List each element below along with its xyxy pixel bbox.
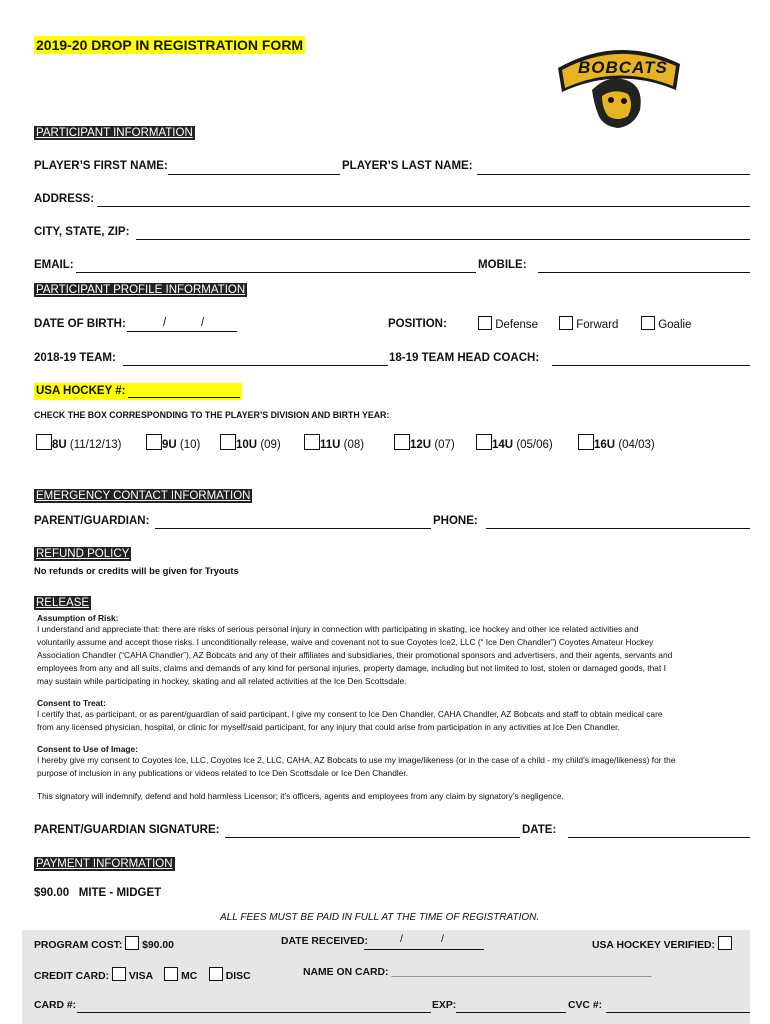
- card-mc: MC: [181, 971, 198, 982]
- checkbox[interactable]: [578, 434, 594, 450]
- position-label-goalie: Goalie: [658, 319, 692, 331]
- division-10u[interactable]: [220, 434, 281, 451]
- usa-hockey-field[interactable]: [128, 397, 240, 398]
- division-years: (07): [434, 439, 455, 451]
- fee-notice: ALL FEES MUST BE PAID IN FULL AT THE TIME OF REGISTRATION.: [220, 912, 540, 923]
- coach-field[interactable]: [552, 365, 750, 366]
- profile-heading: PARTICIPANT PROFILE INFORMATION: [36, 284, 246, 296]
- division-12u[interactable]: [394, 434, 455, 451]
- risk-line: may sustain while participating in hockey, skating and all related activities at the Ice Den Scottsdale.: [37, 676, 407, 686]
- risk-line: voluntarily assume and accept those risks. I unconditionally release, waive and covenant not to sue Coyotes Ice2, LLC (“ Ice Den Chandler”) Coyotes Amateur Hockey: [37, 637, 654, 647]
- fee-text: $90.00 MITE - MIDGET: [34, 887, 162, 899]
- mobile-field[interactable]: [538, 272, 750, 273]
- risk-title: Assumption of Risk:: [37, 613, 119, 623]
- signature-date-label: DATE:: [522, 824, 557, 836]
- program-cost-value: $90.00: [142, 940, 174, 951]
- division-years: (10): [179, 439, 201, 451]
- date-received-field[interactable]: [364, 949, 484, 950]
- email-field[interactable]: [76, 272, 476, 273]
- checkbox[interactable]: [125, 936, 139, 950]
- division-name: 16U: [594, 439, 616, 451]
- position-option-defense[interactable]: [478, 316, 538, 331]
- logo-text: BOBCATS: [578, 58, 668, 77]
- checkbox[interactable]: [394, 434, 410, 450]
- position-option-forward[interactable]: [559, 316, 618, 331]
- card-disc: DISC: [225, 971, 251, 982]
- treat-title-text: Consent to Treat: [37, 698, 104, 708]
- program-cost-label: PROGRAM COST:: [34, 940, 123, 951]
- division-11u[interactable]: [304, 434, 364, 451]
- email-label: EMAIL:: [34, 259, 74, 271]
- credit-card-label: CREDIT CARD:: [34, 971, 110, 982]
- card-number-label: CARD #:: [34, 1000, 77, 1011]
- last-name-label: PLAYER’S LAST NAME:: [342, 160, 473, 172]
- date-slash: /: [441, 934, 444, 945]
- city-label: CITY, STATE, ZIP:: [34, 226, 130, 238]
- first-name-field[interactable]: [168, 174, 340, 175]
- last-name-field[interactable]: [477, 174, 750, 175]
- position-label: POSITION:: [388, 318, 447, 330]
- checkbox[interactable]: [146, 434, 162, 450]
- checkbox[interactable]: [478, 316, 492, 330]
- checkbox[interactable]: [36, 434, 52, 450]
- risk-line: employees from any and all suits, claims and demands of any kind for personal injuries, property damage, including but not limited to lost, stolen or damaged goods, that I: [37, 663, 666, 673]
- usa-verified-row: [592, 936, 732, 951]
- coach-label: 18-19 TEAM HEAD COACH:: [389, 352, 540, 364]
- indemnify-text: This signatory will indemnify, defend and hold harmless Licensor; it’s officers, agents and employees from any claim by signatory’s negligence.: [37, 791, 564, 801]
- usa-hockey-label: USA HOCKEY #:: [36, 385, 126, 397]
- image-line: I hereby give my consent to Coyotes Ice, LLC, Coyotes Ice 2, LLC, CAHA, AZ Bobcats to use my image/likeness (or in the case of a child - my child’s image/likeness) for the: [37, 755, 676, 765]
- risk-line: I understand and appreciate that: there are risks of serious personal injury in connection with participating in skating, ice hockey and other ice related activities and: [37, 624, 639, 634]
- checkbox[interactable]: [209, 967, 223, 981]
- checkbox[interactable]: [559, 316, 573, 330]
- treat-line: from any licensed physician, hospital, or clinic for myself/said participant, for any injury that could arise from participation in any activities at Ice Den Chandler.: [37, 722, 620, 732]
- checkbox[interactable]: [164, 967, 178, 981]
- signature-field[interactable]: [225, 837, 520, 838]
- mobile-label: MOBILE:: [478, 259, 527, 271]
- date-received-label: DATE RECEIVED:: [281, 936, 368, 947]
- first-name-label: PLAYER’S FIRST NAME:: [34, 160, 168, 172]
- card-number-field[interactable]: [77, 1012, 431, 1013]
- refund-heading: REFUND POLICY: [36, 548, 130, 560]
- division-years: (09): [260, 439, 281, 451]
- checkbox[interactable]: [641, 316, 655, 330]
- dob-label: DATE OF BIRTH:: [34, 318, 126, 330]
- payment-heading: PAYMENT INFORMATION: [36, 858, 173, 870]
- date-slash: /: [400, 934, 403, 945]
- treat-title: Consent to Treat:: [37, 698, 106, 708]
- division-name: 11U: [320, 439, 341, 451]
- program-cost-row: [34, 936, 174, 951]
- phone-label: PHONE:: [433, 515, 478, 527]
- release-body: [37, 613, 752, 803]
- division-name: 8U: [52, 439, 67, 451]
- division-name: 12U: [410, 439, 432, 451]
- division-name: 9U: [162, 439, 177, 451]
- position-option-goalie[interactable]: [641, 316, 691, 331]
- cvc-field[interactable]: [606, 1012, 750, 1013]
- name-on-card[interactable]: NAME ON CARD: _____________________________________________: [303, 967, 652, 978]
- checkbox[interactable]: [112, 967, 126, 981]
- dob-slash: /: [163, 317, 167, 329]
- image-title-text: Consent to Use of Image: [37, 744, 136, 754]
- team-label: 2018-19 TEAM:: [34, 352, 116, 364]
- division-name: 14U: [492, 439, 514, 451]
- exp-label: EXP:: [432, 1000, 457, 1011]
- address-field[interactable]: [97, 206, 750, 207]
- participant-heading: PARTICIPANT INFORMATION: [36, 127, 193, 139]
- form-title: 2019-20 DROP IN REGISTRATION FORM: [36, 37, 304, 53]
- address-label: ADDRESS:: [34, 193, 95, 205]
- refund-text: No refunds or credits will be given for Tryouts: [34, 565, 239, 576]
- bobcats-logo: [548, 30, 688, 130]
- dob-field[interactable]: [127, 331, 237, 332]
- checkbox[interactable]: [718, 936, 732, 950]
- card-visa: VISA: [128, 971, 153, 982]
- division-16u[interactable]: [578, 434, 655, 451]
- usa-verified-label: USA HOCKEY VERIFIED:: [592, 940, 715, 951]
- credit-card-row: [34, 967, 251, 982]
- cvc-label: CVC #:: [568, 1000, 603, 1011]
- risk-title-text: Assumption of Risk: [37, 613, 116, 623]
- division-8u[interactable]: [36, 434, 121, 451]
- division-9u[interactable]: [146, 434, 200, 451]
- position-label-defense: Defense: [495, 319, 539, 331]
- checkbox[interactable]: [476, 434, 492, 450]
- division-name: 10U: [236, 439, 258, 451]
- position-label-forward: Forward: [576, 319, 619, 331]
- emergency-heading: EMERGENCY CONTACT INFORMATION: [36, 490, 251, 502]
- image-line: purpose of inclusion in any publications or videos related to Ice Den Scottsdale or Ice Den Chandler.: [37, 768, 409, 778]
- usa-hockey-row: [34, 383, 242, 400]
- division-14u[interactable]: [476, 434, 553, 451]
- team-field[interactable]: [123, 365, 388, 366]
- image-title: Consent to Use of Image:: [37, 744, 138, 754]
- dob-slash: /: [201, 317, 205, 329]
- signature-label: PARENT/GUARDIAN SIGNATURE:: [34, 824, 220, 836]
- checkbox[interactable]: [304, 434, 320, 450]
- division-years: (11/12/13): [69, 439, 122, 451]
- parent-field[interactable]: [155, 528, 431, 529]
- risk-line: Association Chandler (“CAHA Chandler”), AZ Bobcats and any of their affiliates and subsidiaries, their promotional sponsors and advertisers, and their agents, servants and: [37, 650, 673, 660]
- exp-field[interactable]: [456, 1012, 566, 1013]
- division-years: (08): [343, 439, 365, 451]
- division-years: (05/06): [516, 439, 553, 451]
- division-instruction: CHECK THE BOX CORRESPONDING TO THE PLAYER’S DIVISION AND BIRTH YEAR:: [34, 410, 390, 420]
- phone-field[interactable]: [486, 528, 750, 529]
- signature-date-field[interactable]: [568, 837, 750, 838]
- treat-line: I certify that, as participant, or as parent/guardian of said participant, I give my consent to Ice Den Chandler, CAHA Chandler, AZ Bobcats and staff to obtain medical care: [37, 709, 663, 719]
- release-heading: RELEASE: [36, 597, 90, 609]
- parent-label: PARENT/GUARDIAN:: [34, 515, 150, 527]
- city-field[interactable]: [136, 239, 750, 240]
- division-years: (04/03): [618, 439, 655, 451]
- checkbox[interactable]: [220, 434, 236, 450]
